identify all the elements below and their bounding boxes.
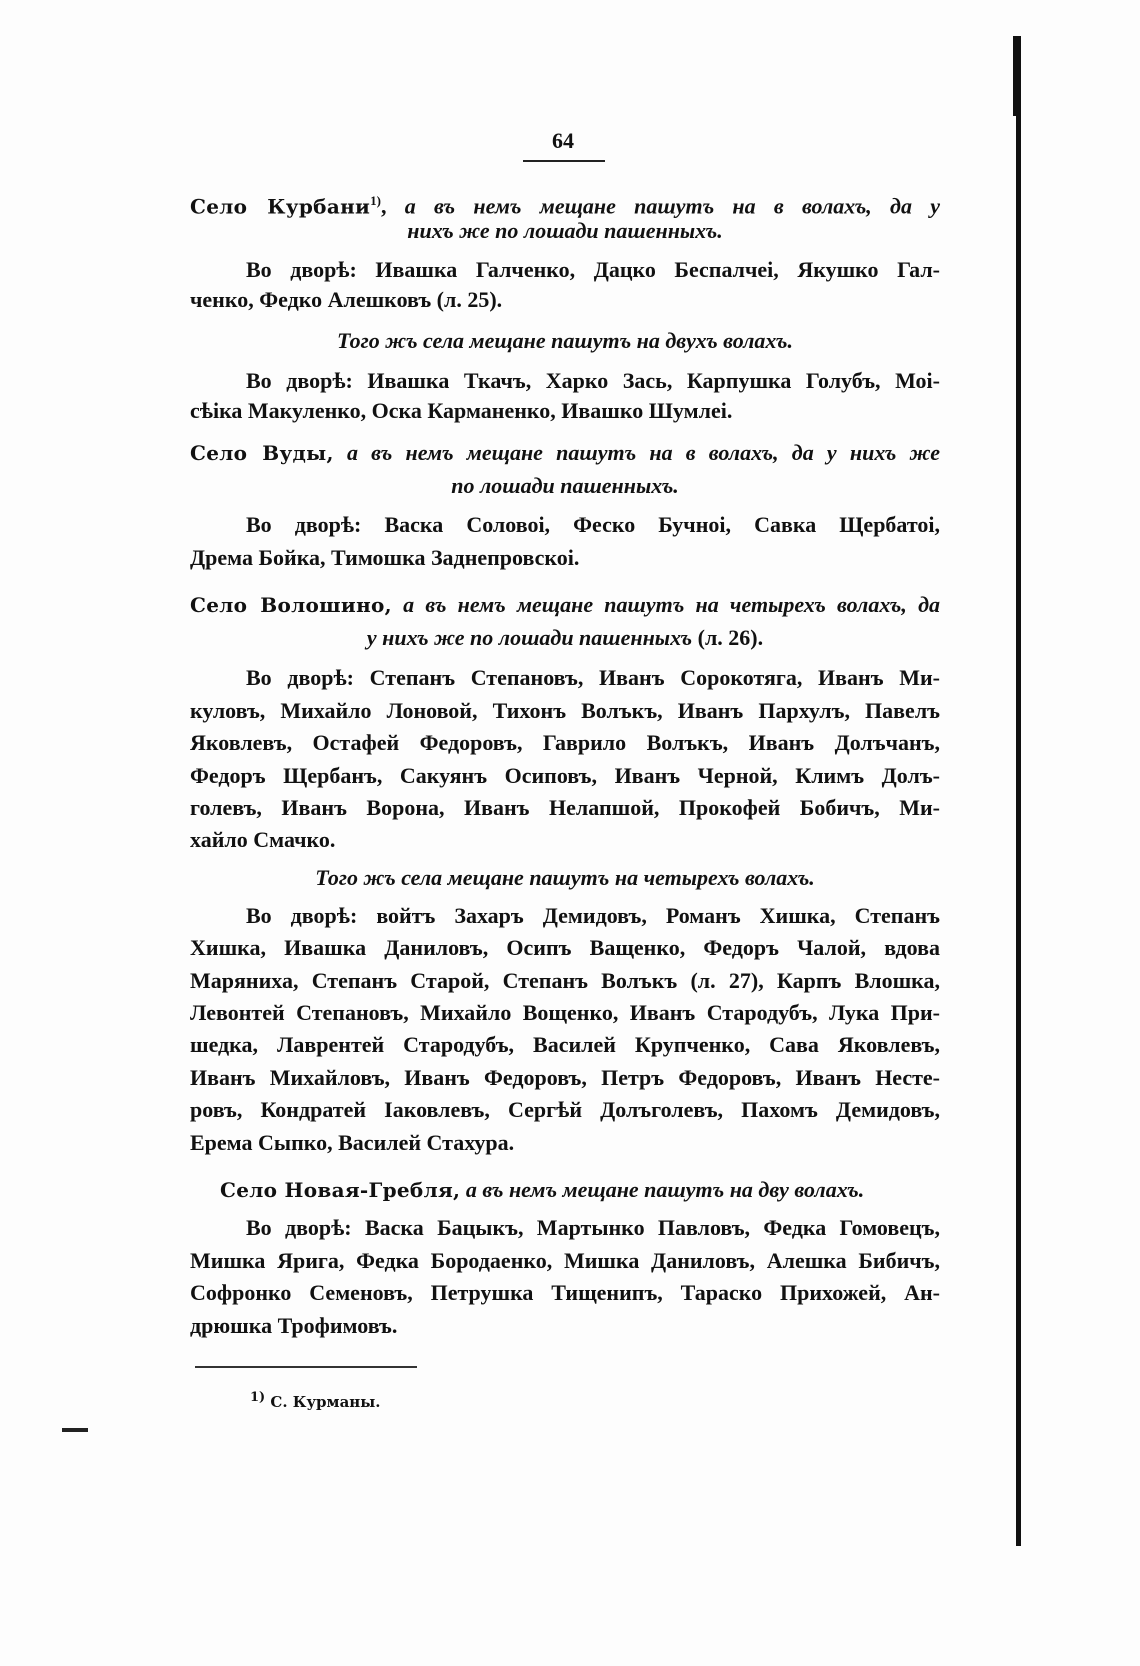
- text-run: Ерема Сыпко, Василей Стахура.: [190, 1130, 515, 1155]
- text-line: [190, 1312, 940, 1340]
- text-line: [190, 1064, 940, 1092]
- text-run: шедка, Лаврентей Стародубъ, Василей Крупченко, Сава Яковлевъ,: [190, 1032, 940, 1057]
- page-number: 64: [552, 128, 574, 153]
- text-run: (л. 26).: [692, 625, 764, 650]
- text-line: [190, 794, 940, 822]
- text-run: Во дворѣ: Ивашка Галченко, Дацко Беспалчеі, Якушко Гал-: [246, 257, 940, 282]
- text-line: [190, 544, 940, 572]
- text-line: [190, 256, 940, 284]
- text-run: Маряниха, Степанъ Старой, Степанъ Волъкъ (л. 27), Карпъ Влошка,: [190, 968, 940, 993]
- footnote-text: С. Курманы.: [265, 1393, 381, 1411]
- text-line: [190, 439, 940, 467]
- text-run: Федоръ Щербанъ, Сакуянъ Осиповъ, Иванъ Черной, Климъ Долъ-: [190, 763, 940, 788]
- text-line: [190, 762, 940, 790]
- text-line: [190, 967, 940, 995]
- text-line: [190, 286, 940, 314]
- text-run: Во дворѣ: войтъ Захаръ Демидовъ, Романъ Хишка, Степанъ: [246, 903, 940, 928]
- text-line: [190, 1247, 940, 1275]
- italic-note: а въ немъ мещане пашутъ на дву волахъ.: [460, 1177, 865, 1202]
- text-line: [190, 826, 940, 854]
- text-line: [190, 664, 940, 692]
- text-line: [190, 729, 940, 757]
- text-line: [190, 187, 940, 220]
- text-line: [190, 1031, 940, 1059]
- italic-note: а въ немъ мещане пашутъ на в волахъ, да у нихъ же: [333, 440, 940, 465]
- text-line: [190, 1214, 940, 1242]
- text-line: [190, 864, 940, 892]
- text-line: [190, 999, 940, 1027]
- text-run: сѣіка Макуленко, Оска Карманенко, Ивашко Шумлеі.: [190, 398, 733, 423]
- village-name: Село Вуды,: [190, 441, 334, 465]
- italic-note: по лошади пашенныхъ.: [451, 473, 679, 498]
- italic-note: а въ немъ мещане пашутъ на четырехъ волахъ, да: [391, 592, 940, 617]
- text-run: Во дворѣ: Степанъ Степановъ, Иванъ Сорокотяга, Иванъ Ми-: [246, 665, 940, 690]
- text-run: Мишка Ярига, Федка Бородаенко, Мишка Даниловъ, Алешка Бибичъ,: [190, 1248, 940, 1273]
- text-line: [190, 902, 940, 930]
- village-name: Село Новая-Гребля,: [220, 1178, 461, 1202]
- text-line: [190, 397, 940, 425]
- text-line: [190, 1129, 940, 1157]
- italic-note: Того жъ села мещане пашутъ на двухъ волахъ.: [337, 328, 793, 353]
- text-line: [190, 624, 940, 652]
- text-run: голевъ, Иванъ Ворона, Иванъ Нелапшой, Прокофей Бобичъ, Ми-: [190, 795, 940, 820]
- text-run: Иванъ Михайловъ, Иванъ Федоровъ, Петръ Федоровъ, Иванъ Несте-: [190, 1065, 940, 1090]
- italic-note: а въ немъ мещане пашутъ на в волахъ, да у: [404, 193, 940, 219]
- text-line: [190, 217, 940, 245]
- scan-edge-line: [1016, 36, 1021, 1546]
- text-line: [190, 1096, 940, 1124]
- footnote-rule: [195, 1366, 417, 1368]
- text-run: дрюшка Трофимовъ.: [190, 1313, 398, 1338]
- italic-note: у нихъ же по лошади пашенныхъ: [366, 625, 693, 650]
- text-line: [190, 511, 940, 539]
- footnote-marker: 1): [250, 1390, 266, 1405]
- footnote: [250, 1390, 381, 1411]
- footnote-ref: 1): [370, 193, 381, 208]
- text-run: Во дворѣ: Васка Соловоі, Феско Бучноі, Савка Щербатоі,: [246, 512, 940, 537]
- text-line: [190, 472, 940, 500]
- text-run: ченко, Федко Алешковъ (л. 25).: [190, 287, 503, 312]
- text-line: [190, 327, 940, 355]
- page-number-rule: [523, 160, 605, 162]
- scan-mark: [62, 1428, 88, 1432]
- text-run: Во дворѣ: Ивашка Ткачъ, Харко Зась, Карпушка Голубъ, Моі-: [246, 368, 940, 393]
- text-run: Дрема Бойка, Тимошка Заднепровскоі.: [190, 545, 580, 570]
- text-line: [190, 1279, 940, 1307]
- village-name: Село Волошино,: [190, 593, 392, 617]
- text-run: Яковлевъ, Остафей Федоровъ, Гаврило Волъкъ, Иванъ Долъчанъ,: [190, 730, 940, 755]
- italic-note: Того жъ села мещане пашутъ на четырехъ волахъ.: [315, 865, 815, 890]
- text-run: ровъ, Кондратей Іаковлевъ, Сергѣй Долъголевъ, Пахомъ Демидовъ,: [190, 1097, 940, 1122]
- text-line: [190, 367, 940, 395]
- text-run: ,: [381, 193, 405, 219]
- village-name: Село Курбани: [190, 194, 371, 219]
- text-line: [190, 697, 940, 725]
- text-run: Во дворѣ: Васка Бацыкъ, Мартынко Павловъ, Федка Гомовецъ,: [246, 1215, 940, 1240]
- italic-note: нихъ же по лошади пашенныхъ.: [407, 218, 723, 243]
- text-run: Хишка, Ивашка Даниловъ, Осипъ Ващенко, Федоръ Чалой, вдова: [190, 935, 940, 960]
- text-line: [190, 1176, 940, 1204]
- text-run: хайло Смачко.: [190, 827, 336, 852]
- text-line: [190, 934, 940, 962]
- text-line: [190, 591, 940, 619]
- text-run: Софронко Семеновъ, Петрушка Тищенипъ, Тараско Прихожей, Ан-: [190, 1280, 940, 1305]
- text-run: Левонтей Степановъ, Михайло Вощенко, Иванъ Стародубъ, Лука При-: [190, 1000, 940, 1025]
- text-run: куловъ, Михайло Лоновой, Тихонъ Волъкъ, Иванъ Пархулъ, Павелъ: [190, 698, 940, 723]
